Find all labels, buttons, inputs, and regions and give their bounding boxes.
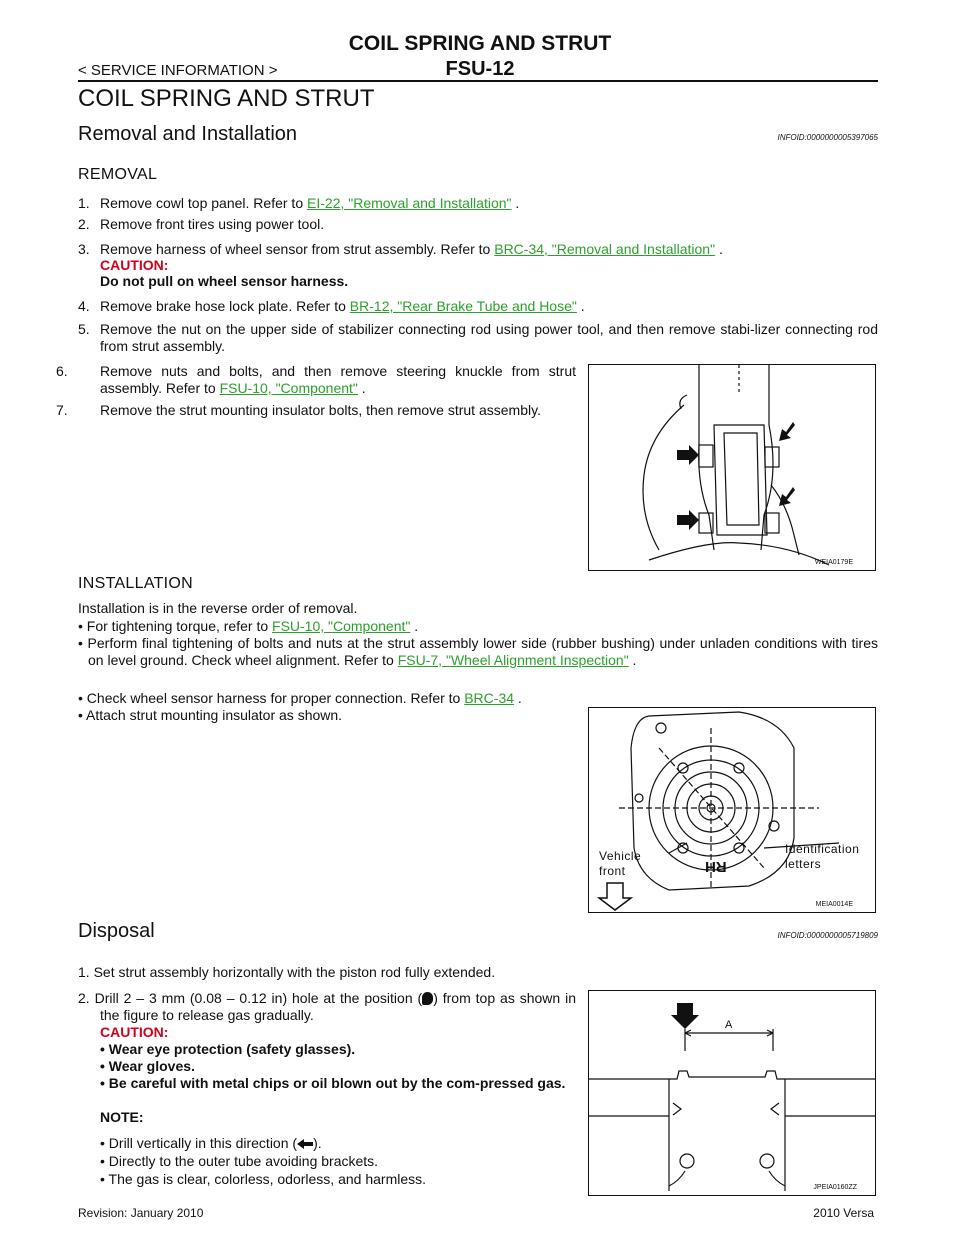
figure-code-1: WEIA0179E	[814, 559, 853, 566]
caution-label-1: CAUTION:	[100, 257, 169, 273]
caution-label-2: CAUTION:	[100, 1024, 169, 1040]
figure-strut-knuckle	[588, 364, 876, 571]
note-item-1: • Drill vertically in this direction ( ).	[100, 1135, 322, 1151]
figure-insulator	[588, 707, 876, 913]
footer-model: 2010 Versa	[813, 1206, 874, 1220]
page-title: COIL SPRING AND STRUT	[78, 85, 375, 112]
figure-code-3: JPEIA0160ZZ	[813, 1184, 857, 1191]
removal-step-4: 4. Remove brake hose lock plate. Refer to BR-12, "Rear Brake Tube and Hose" .	[78, 298, 585, 314]
header-rule	[78, 80, 878, 82]
strut-knuckle-illustration	[589, 365, 875, 570]
arrow-icon	[677, 510, 699, 530]
install-bullet-4: • Attach strut mounting insulator as shown.	[78, 707, 343, 723]
removal-step-1: 1. Remove cowl top panel. Refer to EI-22, "Removal and Installation" .	[78, 195, 520, 211]
infoid-removal: INFOID:0000000005397065	[777, 133, 878, 142]
page-header-title: COIL SPRING AND STRUT	[348, 32, 612, 55]
link-fsu-10-a[interactable]: FSU-10, "Component"	[219, 380, 358, 396]
link-brc-34-b[interactable]: BRC-34	[464, 690, 515, 706]
note-label: NOTE:	[100, 1109, 144, 1125]
link-brc-34[interactable]: BRC-34, "Removal and Installation"	[494, 241, 716, 257]
dimension-a-label: A	[725, 1019, 733, 1031]
caution-item-1: • Wear eye protection (safety glasses).	[100, 1041, 356, 1057]
infoid-disposal: INFOID:0000000005719809	[777, 931, 878, 940]
install-bullet-2: • Perform final tightening of bolts and nuts at the strut assembly lower side (rubber bushing) under unladen conditions with tires on level ground. Check wheel alignment. Refer to FSU-7, "Wheel Alignment Inspection" .	[78, 635, 878, 668]
link-fsu-7[interactable]: FSU-7, "Wheel Alignment Inspection"	[397, 652, 629, 668]
install-bullet-3: • Check wheel sensor harness for proper connection. Refer to BRC-34 .	[78, 690, 522, 706]
figure-code-2: MEIA0014E	[815, 901, 853, 908]
removal-step-6: 6. Remove nuts and bolts, and then remove steering knuckle from strut assembly. Refer to FSU-10, "Component" .	[56, 363, 576, 396]
drill-direction-arrow-icon	[297, 1136, 313, 1153]
figure-drill-position	[588, 990, 876, 1196]
removal-step-5: 5. Remove the nut on the upper side of stabilizer connecting rod using power tool, and then remove stabi-lizer connecting rod from strut assembly.	[78, 321, 878, 354]
caution-item-2: • Wear gloves.	[100, 1058, 195, 1074]
vehicle-front-arrow-icon	[599, 883, 631, 910]
insulator-illustration	[589, 708, 875, 912]
page-code: FSU-12	[445, 58, 515, 80]
rh-mark: RH	[705, 858, 727, 875]
disposal-step-1: 1. Set strut assembly horizontally with the piston rod fully extended.	[78, 964, 496, 980]
installation-heading: INSTALLATION	[78, 575, 194, 592]
vehicle-front-label: Vehicle front	[599, 849, 642, 878]
removal-installation-heading: Removal and Installation	[78, 123, 298, 145]
removal-heading: REMOVAL	[78, 166, 158, 183]
install-bullet-1: • For tightening torque, refer to FSU-10, "Component" .	[78, 618, 419, 634]
install-intro: Installation is in the reverse order of removal.	[78, 600, 358, 616]
identification-letters-label: Identification letters	[785, 842, 860, 871]
removal-step-3: 3. Remove harness of wheel sensor from strut assembly. Refer to BRC-34, "Removal and Installation" .	[78, 241, 723, 257]
drill-arrow-icon	[671, 1003, 699, 1029]
note-item-3: • The gas is clear, colorless, odorless, and harmless.	[100, 1171, 427, 1187]
caution-item-3: • Be careful with metal chips or oil blown out by the com-pressed gas.	[100, 1075, 566, 1091]
link-fsu-10-b[interactable]: FSU-10, "Component"	[272, 618, 411, 634]
disposal-heading: Disposal	[78, 920, 155, 942]
footer-revision: Revision: January 2010	[78, 1206, 204, 1220]
link-ei-22[interactable]: EI-22, "Removal and Installation"	[307, 195, 512, 211]
arrow-icon	[677, 445, 699, 465]
disposal-step-2: 2. Drill 2 – 3 mm (0.08 – 0.12 in) hole at the position ( ) from top as shown in the figure to release gas gradually.	[78, 990, 576, 1023]
removal-step-2: 2. Remove front tires using power tool.	[78, 216, 325, 232]
link-br-12[interactable]: BR-12, "Rear Brake Tube and Hose"	[349, 298, 577, 314]
section-tag: < SERVICE INFORMATION >	[78, 62, 278, 79]
caution-text-1: Do not pull on wheel sensor harness.	[100, 273, 349, 289]
note-item-2: • Directly to the outer tube avoiding brackets.	[100, 1153, 379, 1169]
drill-point-icon	[422, 992, 433, 1005]
removal-step-7: 7. Remove the strut mounting insulator bolts, then remove strut assembly.	[56, 402, 541, 418]
